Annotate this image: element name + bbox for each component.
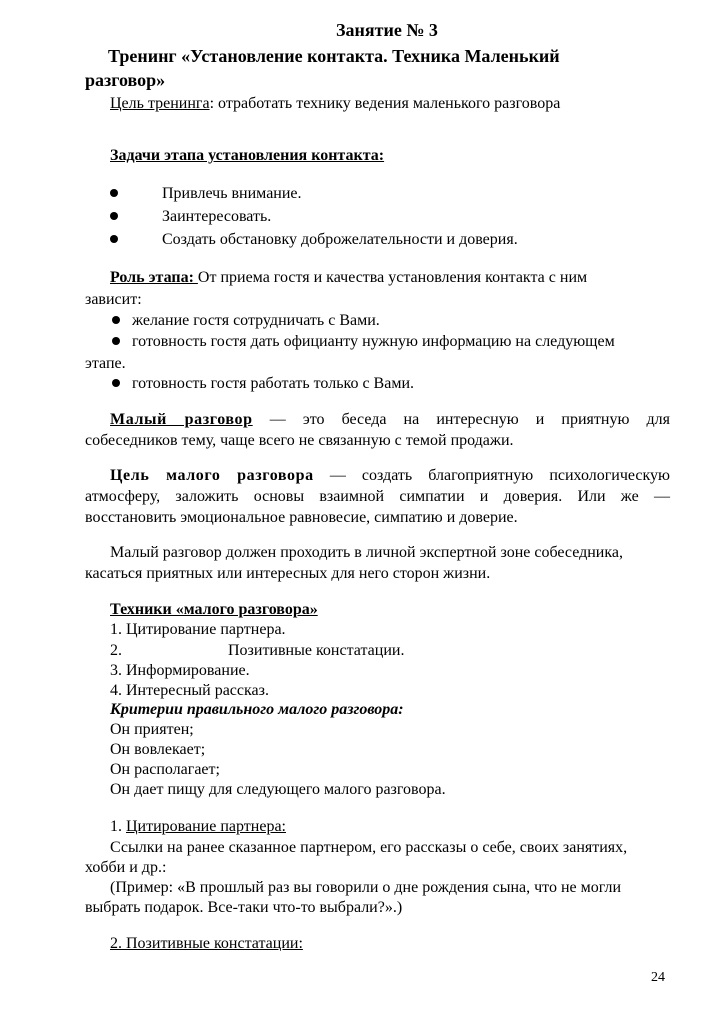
citation-line3: (Пример: «В прошлый раз вы говорили о дне рождения сына, что не могли: [110, 879, 622, 896]
role-line1: [110, 268, 587, 288]
lesson-number: Занятие № 3: [336, 20, 438, 40]
criteria-heading: Критерии правильного малого разговора:: [110, 701, 404, 718]
task-item: [110, 207, 272, 227]
technique-item: Позитивные констатации.: [228, 642, 405, 659]
small-talk-def-text: — это беседа на интересную и приятную для: [252, 411, 670, 428]
goal-text: : отработать технику ведения маленького разговора: [209, 95, 561, 112]
task-item-text: Привлечь внимание.: [162, 185, 302, 202]
small-talk-def-line2: собеседников тему, чаще всего не связанную с темой продажи.: [85, 432, 514, 449]
role-label: Роль этапа:: [110, 269, 198, 286]
task-item: [110, 230, 518, 250]
bullet-icon: [110, 189, 118, 197]
positive-heading: 2. Позитивные констатации:: [110, 935, 303, 952]
task-item: [110, 184, 302, 204]
role-item-text: желание гостя сотрудничать с Вами.: [132, 312, 380, 329]
goal-small-talk-term: Цель малого разговора: [110, 467, 314, 484]
criteria-item: Он приятен;: [110, 721, 194, 738]
goal-label: Цель тренинга: [110, 95, 210, 112]
task-item-text: Создать обстановку доброжелательности и доверия.: [162, 231, 518, 248]
page-number: 24: [651, 970, 665, 985]
role-item: [112, 374, 414, 394]
criteria-item: Он вовлекает;: [110, 741, 206, 758]
bullet-icon: [110, 235, 118, 243]
bullet-icon: [112, 337, 120, 345]
citation-line1: Ссылки на ранее сказанное партнером, его рассказы о себе, своих занятиях,: [110, 839, 628, 856]
goal-small-talk-line2: атмосферу, заложить основы взаимной симпатии и доверия. Или же —: [85, 488, 670, 505]
zone-line1: Малый разговор должен проходить в личной экспертной зоне собеседника,: [110, 544, 623, 561]
bullet-icon: [112, 379, 120, 387]
citation-heading: [110, 817, 286, 837]
zone-line2: касаться приятных или интересных для него сторон жизни.: [85, 565, 491, 582]
technique-item: 4. Интересный рассказ.: [110, 682, 269, 699]
small-talk-def-line1: [110, 410, 670, 430]
goal-small-talk-text: — создать благоприятную психологическую: [313, 467, 670, 484]
technique-item: 3. Информирование.: [110, 662, 250, 679]
bullet-icon: [110, 212, 118, 220]
technique-item: 1. Цитирование партнера.: [110, 621, 286, 638]
citation-line2: хобби и др.:: [85, 859, 167, 876]
small-talk-term: Малый разговор: [110, 411, 253, 428]
tasks-heading: Задачи этапа установления контакта:: [110, 147, 385, 164]
goal-small-talk-line1: [110, 466, 670, 486]
task-item-text: Заинтересовать.: [162, 208, 272, 225]
techniques-heading: Техники «малого разговора»: [110, 601, 318, 618]
bullet-icon: [112, 316, 120, 324]
citation-line4: выбрать подарок. Все-таки что-то выбрали?».): [85, 899, 403, 916]
citation-title: Цитирование партнера:: [126, 818, 286, 835]
training-goal: [110, 94, 560, 114]
criteria-item: Он дает пищу для следующего малого разговора.: [110, 781, 446, 798]
role-text: От приема гостя и качества установления контакта с ним: [197, 269, 588, 286]
citation-number: 1.: [110, 818, 126, 835]
technique-item-number: 2.: [110, 642, 122, 659]
training-title-line1: Тренинг «Установление контакта. Техника Маленький: [108, 46, 560, 66]
role-line2: зависит:: [85, 291, 142, 308]
role-item-continuation: этапе.: [85, 355, 126, 372]
training-title-line2: разговор»: [85, 70, 166, 90]
role-item-text: готовность гостя дать официанту нужную информацию на следующем: [132, 333, 615, 350]
role-item: [112, 311, 380, 331]
role-item: [112, 332, 615, 352]
criteria-item: Он располагает;: [110, 761, 220, 778]
goal-small-talk-line3: восстановить эмоциональное равновесие, симпатию и доверие.: [85, 509, 518, 526]
role-item-text: готовность гостя работать только с Вами.: [132, 375, 415, 392]
